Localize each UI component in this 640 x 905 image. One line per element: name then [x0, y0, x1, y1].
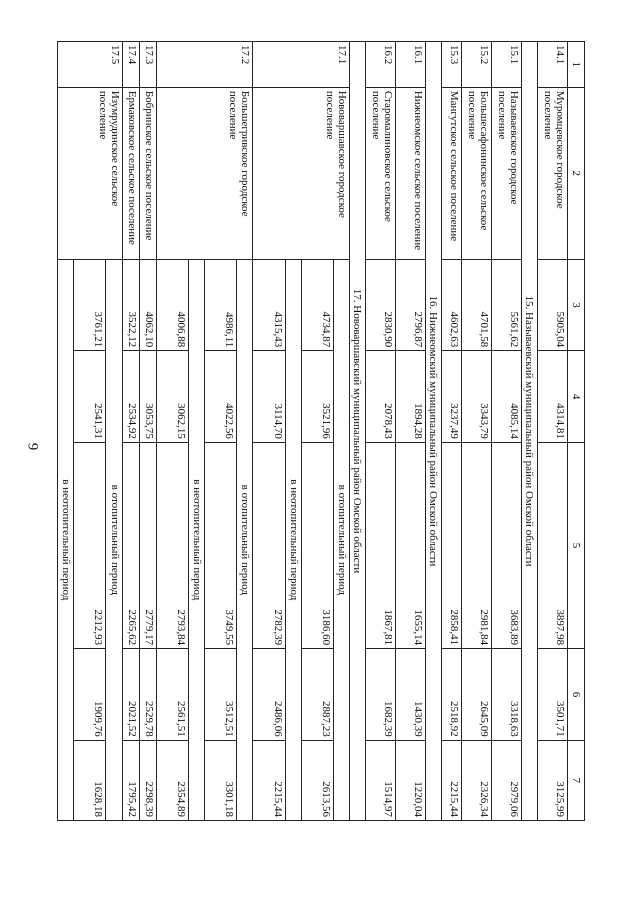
row-number: 15.2 — [461, 42, 491, 88]
period-row — [237, 42, 253, 821]
value-cell: 3062,15 — [156, 351, 188, 443]
settlement-name: Называевское городское поселение — [491, 87, 521, 259]
value-cell: 3683,89 — [491, 442, 521, 648]
value-cell: 2796,87 — [396, 259, 426, 351]
row-number: 16.1 — [396, 42, 426, 88]
value-cell: 1430,39 — [396, 649, 426, 741]
value-cell: 2887,23 — [301, 649, 333, 741]
value-cell: 2021,52 — [122, 649, 139, 741]
period-row — [106, 42, 122, 821]
value-cell: 2265,62 — [122, 442, 139, 648]
value-cell: 1628,18 — [74, 740, 106, 820]
value-cell: 1867,81 — [366, 442, 396, 648]
row-number: 17.2 — [156, 42, 253, 88]
row-number: 17.3 — [139, 42, 156, 88]
table-row — [491, 42, 521, 821]
value-cell: 4734,87 — [301, 259, 333, 351]
value-cell: 4986,11 — [205, 259, 237, 351]
value-cell: 2779,17 — [139, 442, 156, 648]
value-cell: 3501,71 — [537, 649, 567, 741]
settlement-name: Большегривское городское поселение — [156, 87, 253, 259]
header-cell: 2 — [567, 87, 584, 259]
table-row — [139, 42, 156, 821]
section-row — [521, 42, 537, 821]
value-cell: 2215,44 — [253, 740, 285, 820]
value-cell: 2645,09 — [461, 649, 491, 741]
value-cell: 2215,44 — [442, 740, 461, 820]
header-cell: 3 — [567, 259, 584, 351]
table-row — [122, 42, 139, 821]
page-number: 9 — [24, 442, 41, 451]
table-row — [461, 42, 491, 821]
settlement-name: Старомалиновское сельское поселение — [366, 87, 396, 259]
value-cell: 1682,39 — [366, 649, 396, 741]
value-cell: 4602,63 — [442, 259, 461, 351]
row-number: 17.4 — [122, 42, 139, 88]
table-row — [537, 42, 567, 821]
row-number: 15.1 — [491, 42, 521, 88]
value-cell: 5905,04 — [537, 259, 567, 351]
period-label: в неотопительный период — [58, 259, 74, 820]
settlement-name: Изумрудинское сельское поселение — [58, 87, 123, 259]
value-cell: 2486,06 — [253, 649, 285, 741]
section-header: 15. Называевский муниципальный район Омской области — [521, 42, 537, 821]
value-cell: 1220,04 — [396, 740, 426, 820]
value-cell: 4085,14 — [491, 351, 521, 443]
value-cell: 3053,75 — [139, 351, 156, 443]
value-cell: 2830,90 — [366, 259, 396, 351]
value-cell: 2613,56 — [301, 740, 333, 820]
settlement-name: Муромцевское городское поселение — [537, 87, 567, 259]
value-cell: 3318,63 — [491, 649, 521, 741]
settlement-name: Большесафонинское сельское поселение — [461, 87, 491, 259]
value-cell: 1795,42 — [122, 740, 139, 820]
value-cell: 3512,51 — [205, 649, 237, 741]
value-cell: 3761,21 — [74, 259, 106, 351]
settlement-name: Мангутское сельское поселение — [442, 87, 461, 259]
value-cell: 2078,43 — [366, 351, 396, 443]
value-cell: 3114,70 — [253, 351, 285, 443]
period-label: в отопительный период — [106, 259, 122, 820]
value-cell: 2858,41 — [442, 442, 461, 648]
value-cell: 3521,96 — [301, 351, 333, 443]
period-label: в неотопительный период — [285, 259, 301, 820]
value-cell: 3522,12 — [122, 259, 139, 351]
header-cell: 7 — [567, 740, 584, 820]
value-cell: 1894,28 — [396, 351, 426, 443]
value-cell: 2534,92 — [122, 351, 139, 443]
table-row — [396, 42, 426, 821]
header-row — [567, 42, 584, 821]
value-cell: 5561,62 — [491, 259, 521, 351]
value-cell: 3897,98 — [537, 442, 567, 648]
value-cell: 3125,99 — [537, 740, 567, 820]
value-cell: 4062,10 — [139, 259, 156, 351]
value-cell: 3237,49 — [442, 351, 461, 443]
value-cell: 2326,34 — [461, 740, 491, 820]
section-row — [350, 42, 366, 821]
rotated-table-wrapper — [57, 41, 585, 821]
value-cell: 4315,43 — [253, 259, 285, 351]
settlement-name: Нижнеомское сельское поселение — [396, 87, 426, 259]
value-cell: 2981,84 — [461, 442, 491, 648]
section-header: 16. Нижнеомский муниципальный район Омской области — [426, 42, 442, 821]
value-cell: 1909,76 — [74, 649, 106, 741]
table-row — [366, 42, 396, 821]
settlement-name: Нововаршавское городское поселение — [253, 87, 350, 259]
value-cell: 2979,06 — [491, 740, 521, 820]
value-cell: 4006,88 — [156, 259, 188, 351]
value-cell: 4022,56 — [205, 351, 237, 443]
value-cell: 2212,93 — [74, 442, 106, 648]
period-row — [333, 42, 349, 821]
period-label: в отопительный период — [237, 259, 253, 820]
tariff-table — [57, 41, 585, 821]
value-cell: 4701,58 — [461, 259, 491, 351]
value-cell: 2561,51 — [156, 649, 188, 741]
value-cell: 3749,55 — [205, 442, 237, 648]
period-label: в отопительный период — [333, 259, 349, 820]
table-row — [442, 42, 461, 821]
section-row — [426, 42, 442, 821]
value-cell: 3186,60 — [301, 442, 333, 648]
header-cell: 1 — [567, 42, 584, 88]
value-cell: 2354,89 — [156, 740, 188, 820]
row-number: 16.2 — [366, 42, 396, 88]
value-cell: 1514,97 — [366, 740, 396, 820]
settlement-name: Ермаковское сельское поселение — [122, 87, 139, 259]
value-cell: 4314,81 — [537, 351, 567, 443]
row-number: 17.1 — [253, 42, 350, 88]
value-cell: 2541,31 — [74, 351, 106, 443]
row-number: 17.5 — [58, 42, 123, 88]
header-cell: 4 — [567, 351, 584, 443]
value-cell: 2793,84 — [156, 442, 188, 648]
row-number: 15.3 — [442, 42, 461, 88]
header-cell: 5 — [567, 442, 584, 648]
period-label: в неотопительный период — [189, 259, 205, 820]
header-cell: 6 — [567, 649, 584, 741]
value-cell: 1655,14 — [396, 442, 426, 648]
value-cell: 3301,18 — [205, 740, 237, 820]
value-cell: 3343,79 — [461, 351, 491, 443]
value-cell: 2298,39 — [139, 740, 156, 820]
settlement-name: Бобринское сельское поселение — [139, 87, 156, 259]
row-number: 14.1 — [537, 42, 567, 88]
value-cell: 2529,78 — [139, 649, 156, 741]
section-header: 17. Нововаршавский муниципальный район Омской области — [350, 42, 366, 821]
value-cell: 2518,92 — [442, 649, 461, 741]
value-cell: 2782,39 — [253, 442, 285, 648]
